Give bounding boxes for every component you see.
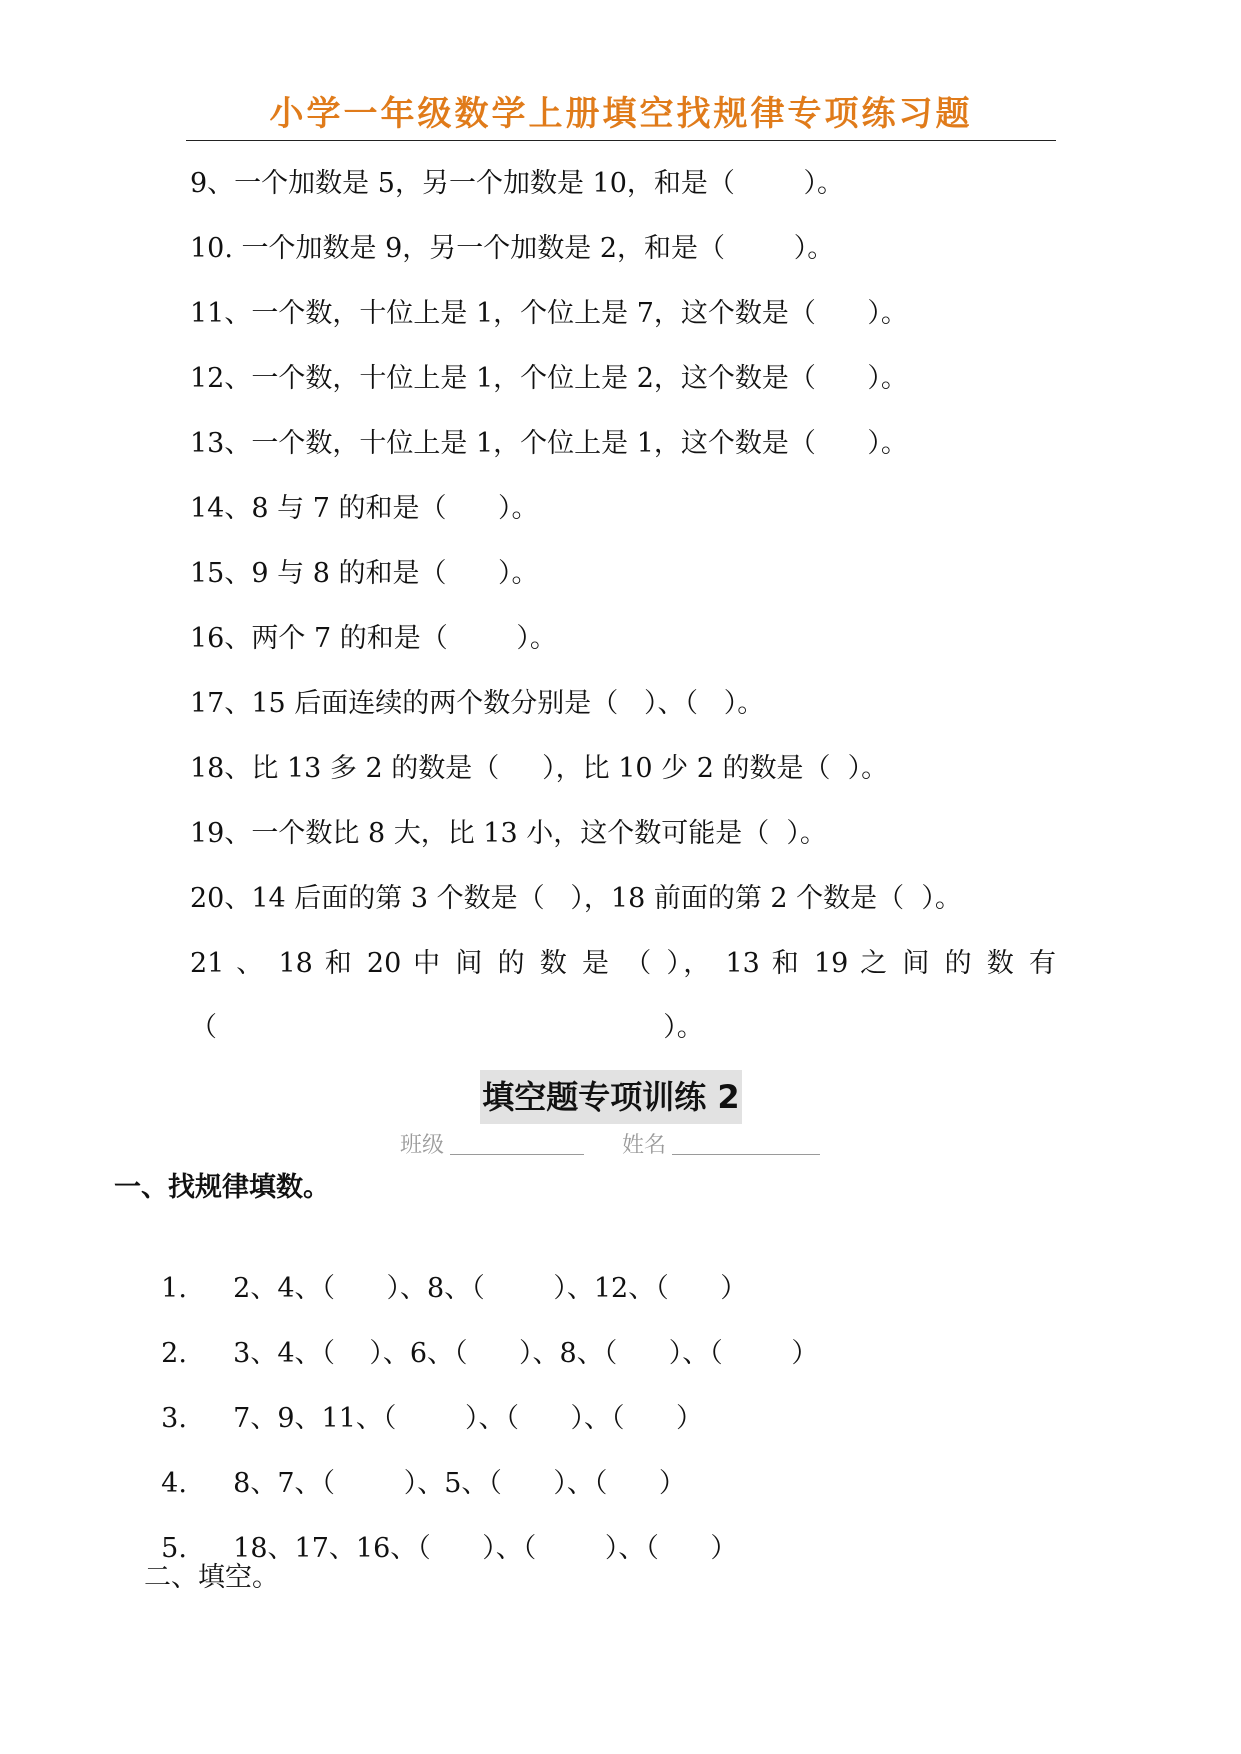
question-16: 16、两个 7 的和是（ ）。 [190, 623, 557, 654]
sequence-number: 1. [161, 1273, 187, 1304]
question-17: 17、15 后面连续的两个数分别是（ ）、（ ）。 [190, 688, 765, 719]
sequence-text: 2、4、（ ）、8、（ ）、12、（ ） [233, 1273, 748, 1304]
section-heading-fill-blank: 二、填空。 [144, 1562, 279, 1593]
question-14: 14、8 与 7 的和是（ ）。 [190, 493, 539, 524]
sequence-item [144, 1300, 818, 1372]
sequence-item [144, 1365, 703, 1437]
question-21-line-1: 21 、 18 和 20 中 间 的 数 是 （ ）， 13 和 19 之 间 的 数 有 [190, 948, 1056, 979]
sequence-item [144, 1430, 686, 1502]
question-20: 20、14 后面的第 3 个数是（ ），18 前面的第 2 个数是（ ）。 [190, 883, 962, 914]
question-12: 12、一个数，十位上是 1，个位上是 2，这个数是（ ）。 [190, 363, 908, 394]
sequence-number: 3. [161, 1403, 187, 1434]
question-18: 18、比 13 多 2 的数是（ ），比 10 少 2 的数是（ ）。 [190, 753, 889, 784]
section-heading-find-pattern: 一、找规律填数。 [114, 1172, 330, 1203]
sequence-text: 18、17、16、（ ）、（ ）、（ ） [233, 1533, 738, 1564]
name-blank[interactable] [672, 1154, 820, 1155]
question-15: 15、9 与 8 的和是（ ）。 [190, 558, 539, 589]
document-title: 小学一年级数学上册填空找规律专项练习题 [269, 94, 973, 134]
sequence-item [144, 1235, 747, 1307]
class-label: 班级 [400, 1133, 445, 1158]
question-19: 19、一个数比 8 大，比 13 小，这个数可能是（ ）。 [190, 818, 827, 849]
sequence-text: 8、7、（ ）、5、（ ）、（ ） [233, 1468, 686, 1499]
class-blank[interactable] [450, 1154, 584, 1155]
sequence-text: 7、9、11、（ ）、（ ）、（ ） [233, 1403, 704, 1434]
sequence-number: 2. [161, 1338, 187, 1369]
question-13: 13、一个数，十位上是 1，个位上是 1，这个数是（ ）。 [190, 428, 908, 459]
question-10: 10. 一个加数是 9，另一个加数是 2，和是（ ）。 [190, 233, 835, 264]
sequence-number: 5. [161, 1533, 187, 1564]
section-subtitle: 填空题专项训练 2 [480, 1070, 742, 1124]
question-9: 9、一个加数是 5，另一个加数是 10，和是（ ）。 [190, 168, 845, 199]
question-21-line-2: （ ）。 [190, 1012, 704, 1043]
sequence-item [144, 1495, 737, 1567]
sequence-number: 4. [161, 1468, 187, 1499]
sequence-text: 3、4、（ ）、6、（ ）、8、（ ）、（ ） [233, 1338, 819, 1369]
title-underline [186, 140, 1056, 141]
question-11: 11、一个数，十位上是 1，个位上是 7，这个数是（ ）。 [190, 298, 908, 329]
name-label: 姓名 [622, 1133, 667, 1158]
